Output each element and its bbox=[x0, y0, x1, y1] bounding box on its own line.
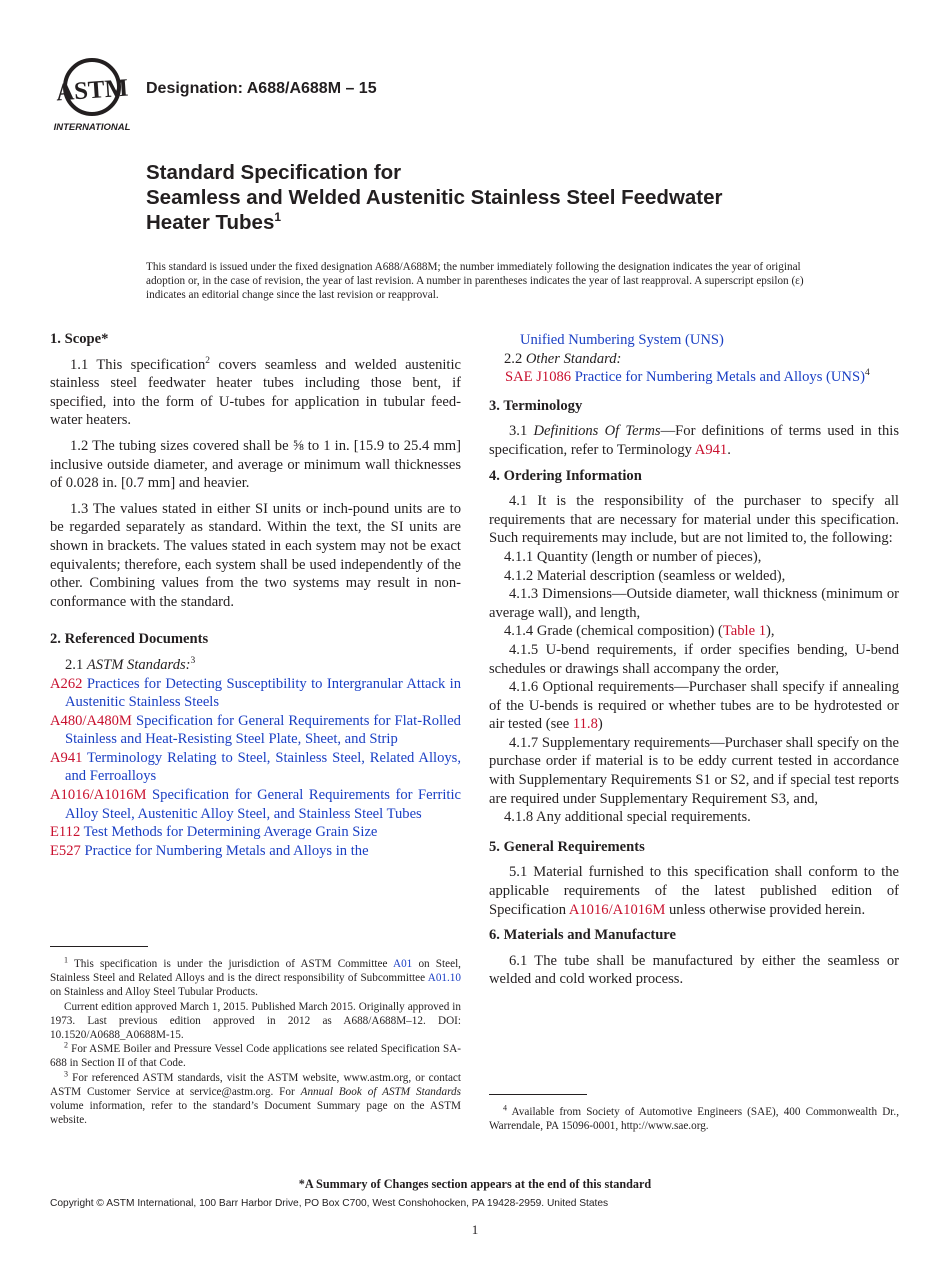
table-1-link[interactable]: Table 1 bbox=[722, 623, 766, 640]
fn3-book-title: Annual Book of ASTM Standards bbox=[300, 1085, 461, 1098]
para-3-1-term: Definitions Of Terms bbox=[533, 423, 661, 440]
ref-title-link[interactable]: Practice for Numbering Metals and Alloys (UNS) bbox=[574, 369, 865, 386]
subcommittee-a01-10-link[interactable]: A01.10 bbox=[427, 972, 461, 985]
para-1-2: 1.2 The tubing sizes covered shall be ⅝ to 1 in. [15.9 to 25.4 mm] inclusive outside diameter, and average or minimum wall thicknesses of 0.028 in. [0.7 mm] and heavier. bbox=[50, 437, 461, 492]
para-4-1-6 bbox=[489, 678, 899, 734]
issuance-statement: This standard is issued under the fixed designation A688/A688M; the number immediately following the designation indicates the year of original adoption or, in the case of revision, the year of last revision. A number in parentheses indicates the year of last reapproval. A superscript epsilon (ε) indicates an editorial change since the last revision or reapproval. bbox=[146, 261, 804, 302]
footnote-4-marker: 4 bbox=[503, 1103, 507, 1113]
para-4-1-8: 4.1.8 Any additional special requirements. bbox=[504, 809, 751, 826]
footnote-divider bbox=[50, 946, 148, 947]
designation: Designation: A688/A688M – 15 bbox=[146, 80, 377, 97]
ref-title-link[interactable]: Specification for General Requirements for Ferritic Alloy Steel, Austenitic Alloy Steel, and Stainless Steel Tubes bbox=[65, 787, 461, 822]
para-2-1-num: 2.1 bbox=[65, 656, 87, 673]
footnote-2-marker: 2 bbox=[64, 1040, 68, 1050]
section-6-heading: 6. Materials and Manufacture bbox=[489, 927, 676, 944]
para-2-1-title: ASTM Standards: bbox=[86, 656, 191, 673]
fn1-text-a: This specification is under the jurisdiction of ASTM Committee bbox=[73, 958, 393, 970]
para-3-1-end: . bbox=[727, 441, 731, 458]
title-footnote-marker[interactable]: 1 bbox=[274, 210, 282, 225]
ref-code-link[interactable]: E527 bbox=[50, 842, 81, 859]
ref-title-link[interactable]: Practices for Detecting Susceptibility to Intergranular Attack in Austenitic Stainless Steels bbox=[65, 675, 461, 711]
reference-a1016 bbox=[50, 786, 461, 823]
para-4-1-7: 4.1.7 Supplementary requirements—Purchaser shall specify on the purchase order if material is to be eddy current tested in accordance with Supplementary Requirements S1 or S2, and if special test reports are required under Supplementary Requirement S3, and, bbox=[489, 734, 899, 807]
ref-code-link[interactable]: SAE J1086 bbox=[505, 369, 572, 386]
fn3-text-c: volume information, refer to the standard’s Document Summary page on the ASTM website. bbox=[50, 1100, 461, 1127]
title-line-2: Seamless and Welded Austenitic Stainless Steel Feedwater bbox=[146, 186, 723, 209]
footnote-1 bbox=[50, 957, 461, 1000]
footnote-2 bbox=[50, 1042, 461, 1070]
para-5-1-text: 5.1 Material furnished to this specification shall conform to the applicable requirements of the latest published edition of Specification bbox=[489, 864, 899, 918]
title-line-3 bbox=[146, 210, 846, 235]
ref-code-link[interactable]: A480/A480M bbox=[50, 712, 132, 729]
ref-code-link[interactable]: A941 bbox=[50, 749, 83, 766]
left-column bbox=[50, 330, 461, 860]
para-4-1-2: 4.1.2 Material description (seamless or welded), bbox=[504, 567, 786, 584]
para-1-1-start: 1.1 This specification bbox=[70, 356, 206, 373]
ref-title-link[interactable]: Practice for Numbering Metals and Alloys in the bbox=[84, 842, 369, 859]
page-number: 1 bbox=[471, 1222, 479, 1237]
footnote-4 bbox=[489, 1105, 899, 1133]
footnote-marker-3[interactable]: 3 bbox=[190, 656, 196, 667]
para-4-1-3: 4.1.3 Dimensions—Outside diameter, wall thickness (minimum or average wall), and length, bbox=[489, 586, 899, 621]
left-footnotes bbox=[50, 957, 461, 1127]
section-3-heading: 3. Terminology bbox=[489, 397, 583, 414]
a1016-link[interactable]: A1016/A1016M bbox=[568, 901, 666, 918]
reference-a262 bbox=[50, 675, 461, 712]
para-5-1 bbox=[489, 863, 899, 919]
para-3-1-text: —For definitions of terms used in this specification, refer to Terminology bbox=[489, 423, 900, 458]
right-column bbox=[489, 331, 899, 996]
para-4-1: 4.1 It is the responsibility of the purchaser to specify all requirements that are necessary for material under this specification. Such requirements may include, but are not limited to, the following: bbox=[489, 493, 899, 547]
para-4-1-5: 4.1.5 U-bend requirements, if order specifies bending, U-bend schedules or drawings shall accompany the order, bbox=[489, 641, 899, 677]
fn4-text: Available from Society of Automotive Engineers (SAE), 400 Commonwealth Dr., Warrendale, PA 15096-0001, http://www.sae.org. bbox=[489, 1106, 899, 1133]
svg-text:ASTM: ASTM bbox=[55, 74, 130, 107]
title-line-1: Standard Specification for bbox=[146, 161, 402, 184]
section-4-heading: 4. Ordering Information bbox=[489, 467, 642, 484]
para-2-2-num: 2.2 bbox=[504, 350, 526, 367]
fn1-text-c: on Stainless and Alloy Steel Tubular Products. bbox=[50, 986, 258, 999]
para-1-1-rest: covers seamless and welded austenitic stainless steel feedwater heater tubes including those bent, if specified, into the form of U-tubes for application in tubular feed-water heaters. bbox=[50, 356, 462, 429]
footnote-divider bbox=[489, 1094, 587, 1095]
para-2-2 bbox=[489, 350, 899, 369]
fn3-text-a: For referenced ASTM standards, visit the ASTM website, www.astm.org, or contact ASTM Customer Service at service@astm.org. For bbox=[50, 1071, 461, 1098]
para-5-1-end: unless otherwise provided herein. bbox=[665, 901, 866, 918]
para-2-1 bbox=[50, 656, 461, 675]
para-4-1-1: 4.1.1 Quantity (length or number of pieces), bbox=[504, 548, 762, 565]
reference-e527 bbox=[50, 842, 461, 861]
para-4-1-4-text: 4.1.4 Grade (chemical composition) ( bbox=[504, 623, 723, 640]
section-5-heading: 5. General Requirements bbox=[489, 838, 645, 855]
para-4-1-6-text: 4.1.6 Optional requirements—Purchaser shall specify if annealing of the U-bends is required or whether tubes are to be hydrotested or air tested (see bbox=[489, 679, 899, 733]
ref-title-link[interactable]: Test Methods for Determining Average Grain Size bbox=[83, 824, 378, 841]
footnote-edition: Current edition approved March 1, 2015. Published March 2015. Originally approved in 1973. Last previous edition approved in 2012 as A688/A688M–12. DOI: 10.1520/A0688_A0688M-15. bbox=[50, 1000, 461, 1042]
ref-title-link[interactable]: Specification for General Requirements for Flat-Rolled Stainless and Heat-Resisting Steel Plate, Sheet, and Strip bbox=[65, 712, 461, 748]
e527-continuation-link[interactable]: Unified Numbering System (UNS) bbox=[520, 332, 724, 348]
reference-a480 bbox=[50, 712, 461, 749]
reference-e112 bbox=[50, 823, 461, 842]
section-11-8-link[interactable]: 11.8 bbox=[572, 716, 598, 733]
a941-link[interactable]: A941 bbox=[694, 441, 728, 458]
para-6-1: 6.1 The tube shall be manufactured by either the seamless or welded and cold worked process. bbox=[489, 952, 899, 988]
document-title bbox=[146, 160, 846, 235]
section-1-heading: 1. Scope* bbox=[50, 331, 109, 347]
para-3-1-num: 3.1 bbox=[509, 423, 534, 440]
committee-a01-link[interactable]: A01 bbox=[393, 958, 413, 970]
footnote-1-marker: 1 bbox=[64, 955, 68, 965]
footnote-marker-2[interactable]: 2 bbox=[205, 355, 210, 366]
para-1-1 bbox=[50, 356, 461, 430]
ref-title-link[interactable]: Terminology Relating to Steel, Stainless Steel, Related Alloys, and Ferroalloys bbox=[65, 749, 461, 785]
footnote-marker-4[interactable]: 4 bbox=[864, 368, 870, 379]
ref-code-link[interactable]: A262 bbox=[50, 675, 83, 692]
svg-text:INTERNATIONAL: INTERNATIONAL bbox=[53, 122, 131, 133]
fn1-text-b: on Steel, Stainless Steel and Related Alloys and is the direct responsibility of Subcommittee bbox=[50, 958, 461, 985]
title-text-3: Heater Tubes bbox=[146, 211, 275, 234]
fn2-text: For ASME Boiler and Pressure Vessel Code applications see related Specification SA-688 in Section II of that Code. bbox=[50, 1043, 462, 1070]
para-1-3: 1.3 The values stated in either SI units or inch-pound units are to be regarded separately as standard. Within the text, the SI units are shown in brackets. The values stated in each system may not be exact equivalents; therefore, each system shall be used independently of the other. Combining values from the two systems may result in non-conformance with the standard. bbox=[50, 500, 461, 610]
right-footnotes bbox=[489, 1105, 899, 1133]
footnote-3-marker: 3 bbox=[64, 1068, 68, 1078]
ref-code-link[interactable]: A1016/A1016M bbox=[50, 787, 147, 804]
footnote-3 bbox=[50, 1068, 461, 1128]
astm-logo bbox=[50, 57, 134, 133]
para-4-1-4-end: ), bbox=[766, 623, 775, 640]
para-3-1 bbox=[489, 422, 899, 459]
ref-code-link[interactable]: E112 bbox=[50, 824, 81, 841]
section-2-heading: 2. Referenced Documents bbox=[50, 631, 209, 648]
para-4-1-6-end: ) bbox=[597, 716, 603, 733]
copyright-line: Copyright © ASTM International, 100 Barr Harbor Drive, PO Box C700, West Conshohocken, PA 19428-2959. United States bbox=[50, 1198, 609, 1209]
summary-of-changes-note: *A Summary of Changes section appears at the end of this standard bbox=[298, 1177, 652, 1191]
para-2-2-title: Other Standard: bbox=[525, 350, 622, 367]
astm-logo-mark bbox=[50, 57, 134, 133]
reference-sae-j1086 bbox=[489, 368, 899, 387]
reference-a941 bbox=[50, 749, 461, 786]
para-4-1-4 bbox=[489, 622, 899, 641]
